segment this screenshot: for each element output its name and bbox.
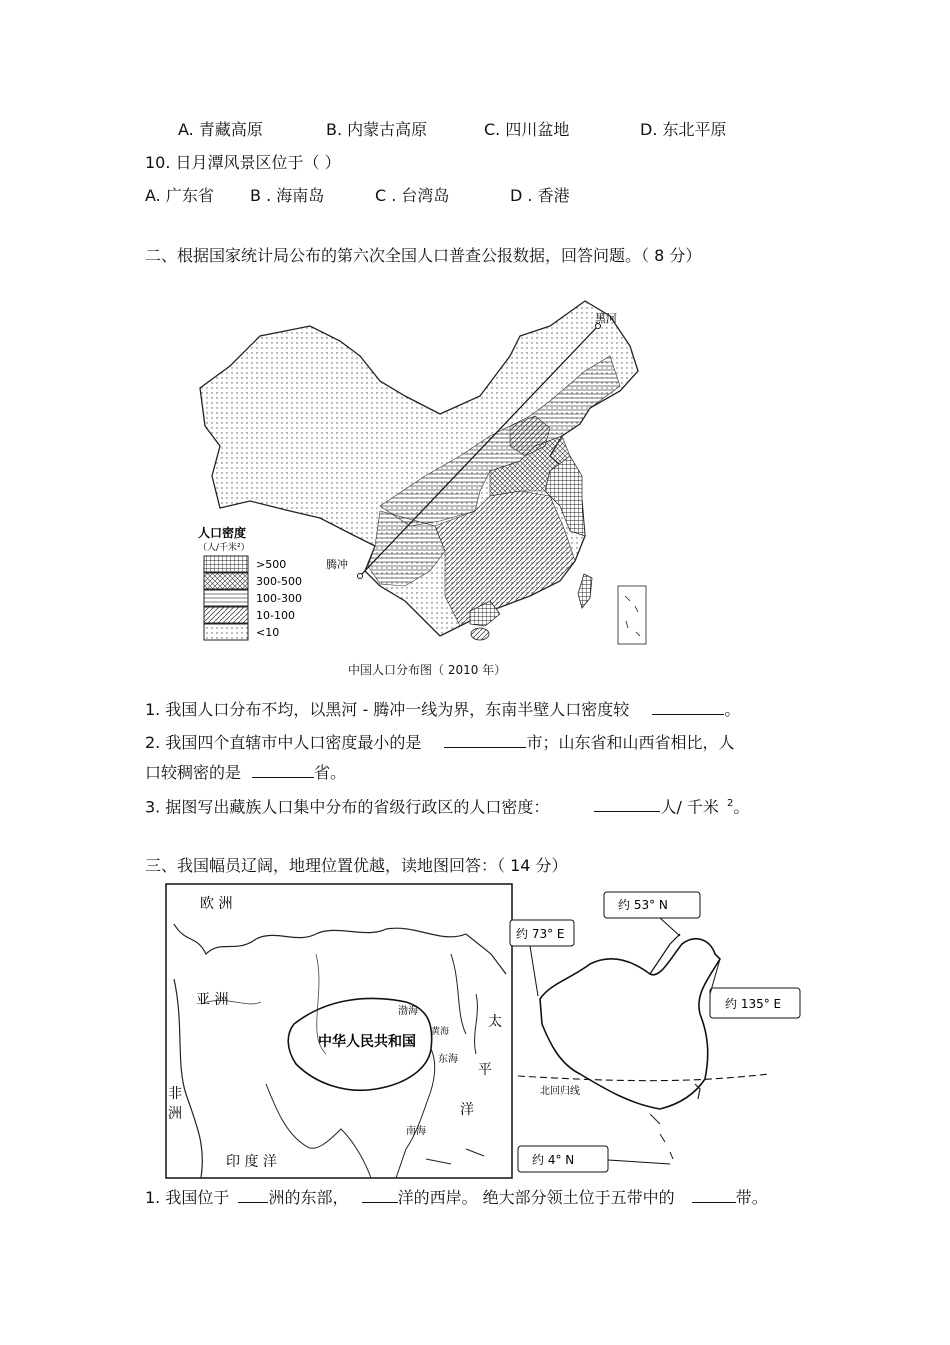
taiwan-island <box>578 574 592 608</box>
callout-south: 约 4° N <box>532 1153 575 1167</box>
map-caption: 中国人口分布图（ 2010 年） <box>348 663 507 677</box>
q2-mid: 市；山东省和山西省相比，人 <box>526 733 735 752</box>
label-pacific-3: 洋 <box>460 1102 474 1118</box>
label-donghai: 东海 <box>438 1054 458 1065</box>
population-density-map <box>190 296 650 656</box>
label-pacific-2: 平 <box>478 1062 492 1078</box>
answer-blank[interactable] <box>652 700 724 715</box>
label-pacific-1: 太 <box>488 1014 502 1030</box>
q10-option-c: C . 台湾岛 <box>375 186 450 205</box>
legend-item: 300-500 <box>256 575 302 588</box>
q2-line2-text: 口较稠密的是 <box>145 763 242 782</box>
hainan-island <box>471 628 489 640</box>
q1-end: 。 <box>724 700 741 719</box>
q9-option-b: B. 内蒙古高原 <box>326 120 428 139</box>
q9-option-d: D. 东北平原 <box>640 120 727 139</box>
s3q1-part-c: 洋的西岸。 绝大部分领土位于五带中的 <box>397 1188 675 1207</box>
s3q1-part-a: 1. 我国位于 <box>145 1188 230 1207</box>
q3-sup: 2 <box>726 798 734 809</box>
label-indian-ocean: 印 度 洋 <box>226 1154 277 1170</box>
callout-east: 约 135° E <box>725 997 782 1011</box>
answer-blank[interactable] <box>252 763 314 778</box>
city-tengchong: 腾冲 <box>326 558 348 571</box>
section2-q2-line2 <box>145 763 346 783</box>
section3-title: 三、我国幅员辽阔，地理位置优越，读地图回答：（ 14 分） <box>145 856 568 875</box>
label-nanhai: 南海 <box>406 1126 426 1137</box>
legend-item: 10-100 <box>256 609 295 622</box>
south-china-sea-inset <box>618 586 646 644</box>
label-asia: 亚 洲 <box>196 992 229 1008</box>
section3-q1 <box>145 1188 768 1208</box>
label-huanghai: 黄海 <box>431 1027 450 1037</box>
china-extent-map <box>510 884 810 1180</box>
answer-blank[interactable] <box>594 797 660 812</box>
q9-option-c: C. 四川盆地 <box>484 120 570 139</box>
q10-option-b: B . 海南岛 <box>250 186 325 205</box>
q3-end: 。 <box>733 797 750 817</box>
q3-unit: 人/ 千米 <box>660 797 719 817</box>
answer-blank[interactable] <box>444 733 526 748</box>
legend-item: 100-300 <box>256 592 302 605</box>
section2-q1 <box>145 700 740 720</box>
label-africa-1: 非 <box>168 1086 182 1102</box>
tropic-of-cancer-label: 北回归线 <box>540 1086 580 1097</box>
section2-title: 二、根据国家统计局公布的第六次全国人口普查公报数据，回答问题。（ 8 分） <box>145 246 702 265</box>
q10-option-d: D . 香港 <box>510 186 570 205</box>
q10-option-a: A. 广东省 <box>145 186 214 205</box>
section2-q3 <box>145 794 749 817</box>
s3q1-part-d: 带。 <box>735 1188 768 1207</box>
city-heihe: 黑河 <box>595 312 617 325</box>
q10-stem: 10. 日月潭风景区位于（ ） <box>145 153 341 172</box>
label-china: 中华人民共和国 <box>318 1034 416 1050</box>
section2-q2 <box>145 733 734 753</box>
label-africa-2: 洲 <box>168 1106 182 1122</box>
s3q1-part-b: 洲的东部， <box>268 1188 349 1207</box>
q2-text: 2. 我国四个直辖市中人口密度最小的是 <box>145 733 422 752</box>
map-legend <box>196 524 302 652</box>
q3-text: 3. 据图写出藏族人口集中分布的省级行政区的人口密度： <box>145 797 550 817</box>
legend-unit: （人/千米²） <box>198 543 250 553</box>
q1-text: 1. 我国人口分布不均，以黑河 - 腾冲一线为界，东南半壁人口密度较 <box>145 700 630 719</box>
legend-item: >500 <box>256 558 287 571</box>
callout-north: 约 53° N <box>618 898 668 912</box>
label-bohai: 渤海 <box>398 1006 418 1017</box>
answer-blank[interactable] <box>362 1188 398 1203</box>
answer-blank[interactable] <box>238 1188 268 1203</box>
q2-line2-end: 省。 <box>314 763 347 782</box>
answer-blank[interactable] <box>692 1188 736 1203</box>
legend-title: 人口密度 <box>198 526 247 540</box>
legend-item: <10 <box>256 626 280 639</box>
asia-location-map <box>166 884 512 1178</box>
label-europe: 欧 洲 <box>200 896 233 912</box>
callout-west: 约 73° E <box>516 927 565 941</box>
q9-option-a: A. 青藏高原 <box>178 120 263 139</box>
